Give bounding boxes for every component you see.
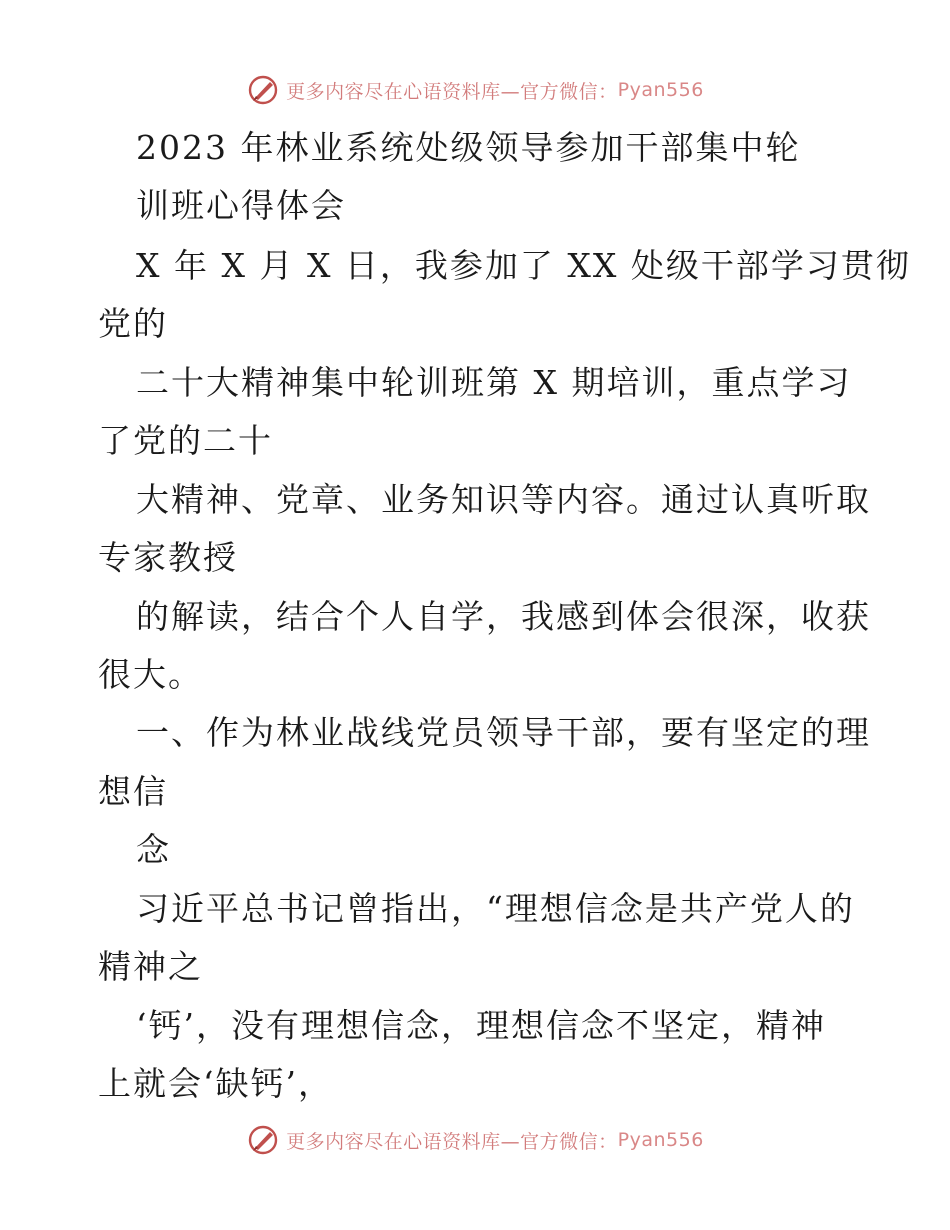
watermark-banner-bottom <box>0 1120 950 1160</box>
paragraph-line: 上就会‘缺钙’， <box>98 1064 333 1103</box>
document-title-line-2: 训班心得体会 <box>136 186 346 225</box>
paragraph-line: 二十大精神集中轮训班第 X 期培训，重点学习 <box>136 363 852 402</box>
section-heading-line: 一、作为林业战线党员领导干部，要有坚定的理 <box>136 713 871 752</box>
paragraph-line: 党的 <box>98 304 168 343</box>
paragraph-line: 精神之 <box>98 947 203 986</box>
watermark-text: 更多内容尽在心语资料库—官方微信： <box>286 80 618 103</box>
paragraph-line: 的解读，结合个人自学，我感到体会很深，收获 <box>136 597 871 636</box>
paragraph-line: 很大。 <box>98 655 203 694</box>
section-heading-line: 念 <box>136 830 171 869</box>
watermark-contact: Pyan556 <box>617 79 704 101</box>
watermark-contact: Pyan556 <box>617 1129 704 1151</box>
section-heading-line: 想信 <box>98 772 168 811</box>
paragraph-line: 习近平总书记曾指出，“理想信念是共产党人的 <box>136 889 855 928</box>
paragraph-line: 大精神、党章、业务知识等内容。通过认真听取 <box>136 480 871 519</box>
document-title-line-1: 2023 年林业系统处级领导参加干部集中轮 <box>136 128 801 167</box>
quill-pen-logo-icon <box>246 1123 280 1157</box>
paragraph-line: X 年 X 月 X 日，我参加了 XX 处级干部学习贯彻 <box>136 246 911 285</box>
watermark-text: 更多内容尽在心语资料库—官方微信： <box>286 1130 618 1153</box>
paragraph-line: 专家教授 <box>98 538 238 577</box>
paragraph-line: ‘钙’，没有理想信念，理想信念不坚定，精神 <box>136 1006 826 1045</box>
paragraph-line: 了党的二十 <box>98 421 273 460</box>
